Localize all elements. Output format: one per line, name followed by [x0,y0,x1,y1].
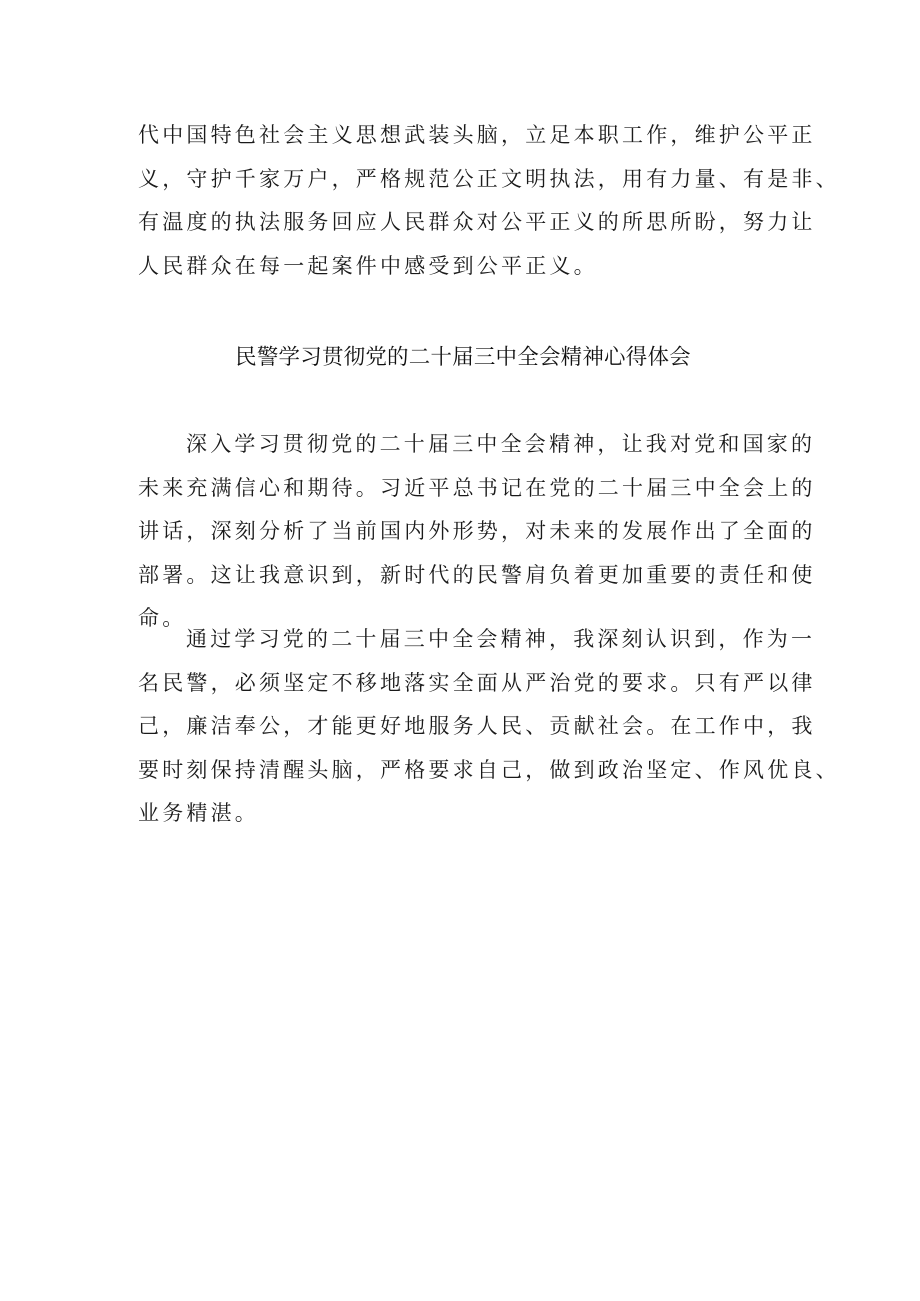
paragraph-line: 部署。这让我意识到，新时代的民警肩负着更加重要的责任和使 [138,562,816,587]
article-heading: 民警学习贯彻党的二十届三中全会精神心得体会 [235,345,691,370]
paragraph-line: 命。 [138,606,187,630]
paragraph-line: 业务精湛。 [138,801,259,825]
paragraph-line: 要时刻保持清醒头脑，严格要求自己，做到政治坚定、作风优良、 [138,757,840,782]
paragraph-1 [138,423,816,641]
paragraph-2 [138,618,840,836]
paragraph-line: 名民警，必须坚定不移地落实全面从严治党的要求。只有严以律 [138,670,816,695]
paragraph-line: 有温度的执法服务回应人民群众对公平正义的所思所盼，努力让 [138,210,816,234]
paragraph-line: 代中国特色社会主义思想武装头脑，立足本职工作，维护公平正 [138,123,816,147]
continued-paragraph [138,114,840,288]
paragraph-line: 未来充满信心和期待。习近平总书记在党的二十届三中全会上的 [138,475,816,500]
paragraph-line: 己，廉洁奉公，才能更好地服务人民、贡献社会。在工作中，我 [138,714,816,738]
paragraph-line: 深入学习贯彻党的二十届三中全会精神，让我对党和国家的 [186,432,816,456]
paragraph-line: 人民群众在每一起案件中感受到公平正义。 [138,253,598,278]
paragraph-line: 义，守护千家万户，严格规范公正文明执法，用有力量、有是非、 [138,166,840,191]
paragraph-line: 讲话，深刻分析了当前国内外形势，对未来的发展作出了全面的 [138,519,816,543]
paragraph-line: 通过学习党的二十届三中全会精神，我深刻认识到，作为一 [186,627,816,651]
